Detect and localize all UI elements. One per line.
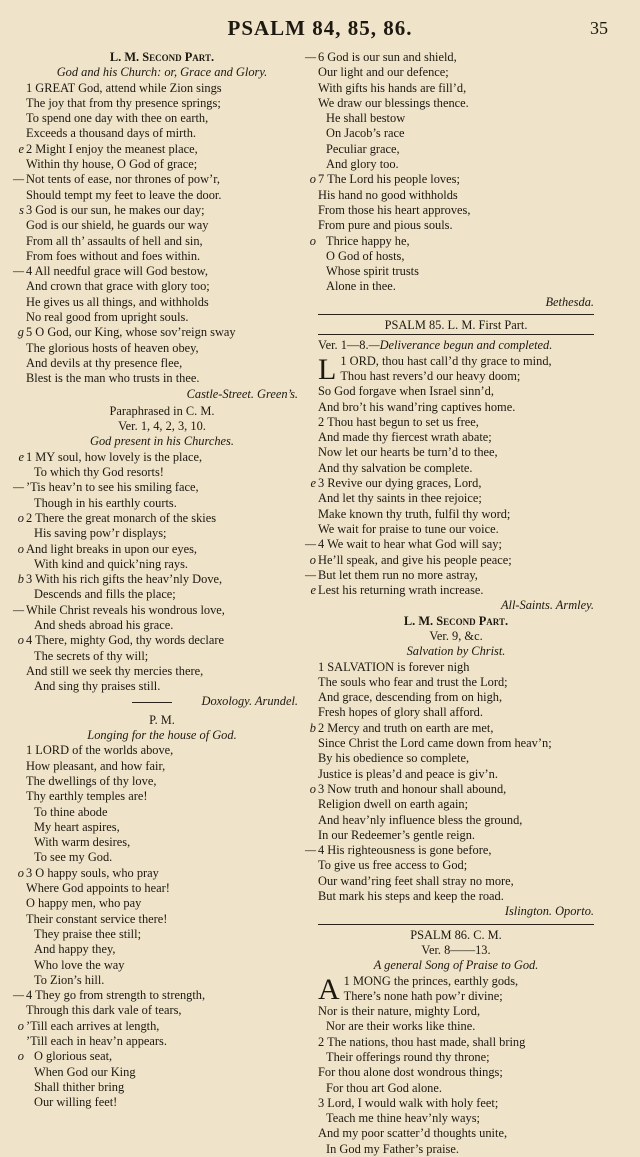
dynamic-mark: g bbox=[17, 325, 24, 340]
verse-line: Thy earthly temples are! bbox=[26, 789, 148, 804]
verse-line: Justice is pleas’d and peace is giv’n. bbox=[318, 766, 498, 781]
verse-line: 1 SALVATION is forever nigh bbox=[318, 659, 470, 674]
drop-cap: L bbox=[318, 353, 337, 385]
verse-line: The glorious hosts of heaven obey, bbox=[26, 340, 199, 355]
running-title: PSALM 84, 85, 86. bbox=[227, 16, 413, 40]
verse-line: How pleasant, and how fair, bbox=[26, 758, 166, 773]
verse-line: o 4 There, mighty God, thy words declare bbox=[26, 633, 298, 648]
verse-line: For thou art God alone. bbox=[326, 1080, 442, 1095]
verse-line: Nor is their nature, mighty Lord, bbox=[318, 1004, 481, 1019]
verse-line: Within thy house, O God of grace; bbox=[26, 157, 198, 172]
section-heading: L. M. Second Part. bbox=[109, 50, 215, 64]
verse-line: From foes without and foes within. bbox=[26, 248, 201, 263]
verse-line: So God forgave when Israel sinn’d, bbox=[318, 384, 494, 399]
verse-line: Descends and fills the place; bbox=[34, 587, 176, 602]
right-column bbox=[304, 50, 594, 1157]
verse-line: And heav’nly influence bless the ground, bbox=[318, 812, 523, 827]
verse-line: e 1 MY soul, how lovely is the place, bbox=[26, 450, 298, 465]
verse-line: b 3 With his rich gifts the heav’nly Dove, bbox=[26, 572, 298, 587]
dynamic-mark: — bbox=[12, 264, 24, 279]
verse-line: The secrets of thy will; bbox=[34, 648, 149, 663]
verse-line: And thy salvation be complete. bbox=[318, 460, 473, 475]
verse-line: e Lest his returning wrath increase. bbox=[318, 583, 594, 598]
verse-line: o O glorious seat, bbox=[26, 1049, 298, 1064]
verse-line: Though in his earthly courts. bbox=[34, 495, 177, 510]
section-heading: Paraphrased in C. M. bbox=[109, 403, 215, 418]
dynamic-mark: b bbox=[17, 572, 24, 587]
page-header bbox=[0, 16, 640, 44]
verse-line: We draw our blessings thence. bbox=[318, 95, 469, 110]
verse-line: — While Christ reveals his wondrous love, bbox=[26, 603, 298, 618]
verse-line: For thou alone dost wondrous things; bbox=[318, 1065, 503, 1080]
verse-line: Nor are their works like thine. bbox=[326, 1019, 476, 1034]
hymn-verses bbox=[12, 743, 298, 1110]
hymn-subtitle: Salvation by Christ. bbox=[406, 644, 506, 659]
verse-line: ’Till each in heav’n appears. bbox=[26, 1034, 167, 1048]
verse-line: o Thrice happy he, bbox=[318, 234, 594, 249]
verse-line: From pure and pious souls. bbox=[318, 218, 453, 233]
verse-line: And sheds abroad his grace. bbox=[34, 617, 174, 632]
section-rule bbox=[318, 334, 594, 335]
verse-line: To thine abode bbox=[34, 804, 108, 819]
verse-line: God is our shield, he guards our way bbox=[26, 218, 209, 233]
verse-line: o 2 There the great monarch of the skies bbox=[26, 511, 298, 526]
dynamic-mark: — bbox=[304, 567, 316, 582]
first-verse-block: L 1 ORD, thou hast call’d thy grace to mind, Thou hast revers’d our heavy doom; bbox=[318, 353, 552, 385]
verse-line: On Jacob’s race bbox=[326, 126, 405, 141]
dynamic-mark: e bbox=[310, 476, 316, 491]
dynamic-mark: o bbox=[17, 1018, 24, 1033]
verse-line: Their offerings round thy throne; bbox=[326, 1050, 490, 1064]
verse-line: His saving pow’r displays; bbox=[34, 526, 167, 541]
verse-line: And my poor scatter’d thoughts unite, bbox=[318, 1126, 508, 1141]
verse-line: Should tempt my feet to leave the door. bbox=[26, 187, 222, 202]
verse-line: — 4 We wait to hear what God will say; bbox=[318, 537, 594, 552]
dynamic-mark: — bbox=[12, 602, 24, 617]
verse-line: And grace, descending from on high, bbox=[318, 690, 503, 705]
verse-line: g 5 O God, our King, whose sov’reign sway bbox=[26, 325, 298, 340]
verse-line: Where God appoints to hear! bbox=[26, 881, 170, 896]
hymn-verses bbox=[304, 659, 594, 905]
verse-line: O happy men, who pay bbox=[26, 896, 142, 911]
verse-line: With warm desires, bbox=[34, 835, 131, 850]
dynamic-mark: o bbox=[309, 172, 316, 187]
dynamic-mark: o bbox=[309, 552, 316, 567]
verse-line: Their constant service there! bbox=[26, 911, 168, 926]
hymn-subtitle: God and his Church: or, Grace and Glory. bbox=[56, 65, 268, 80]
verse-reference: Ver. 9, &c. bbox=[429, 628, 483, 643]
hymn-verses bbox=[304, 384, 594, 598]
verse-line: And glory too. bbox=[326, 157, 399, 172]
verse-line: Exceeds a thousand days of mirth. bbox=[26, 126, 196, 141]
verse-line: Our light and our defence; bbox=[318, 65, 449, 80]
dynamic-mark: — bbox=[304, 843, 316, 858]
verse-line: Religion dwell on earth again; bbox=[318, 797, 469, 812]
tune-names: Castle-Street. Green’s. bbox=[186, 386, 298, 401]
dynamic-mark: o bbox=[309, 233, 316, 248]
hymn-subtitle: A general Song of Praise to God. bbox=[373, 958, 539, 973]
verse-line: — 4 They go from strength to strength, bbox=[26, 988, 298, 1003]
verse-line: And made thy fiercest wrath abate; bbox=[318, 430, 492, 445]
verse-line: Since Christ the Lord came down from heav’n; bbox=[318, 736, 552, 751]
verse-reference: Ver. 1—8.—Deliverance begun and completed. bbox=[318, 338, 553, 353]
left-column bbox=[12, 50, 298, 1110]
verse-line: Who love the way bbox=[34, 957, 125, 972]
tune-names: Islington. Oporto. bbox=[504, 904, 594, 919]
verse-line: 1 LORD of the worlds above, bbox=[26, 743, 174, 758]
dynamic-mark: e bbox=[310, 583, 316, 598]
hymn-verses bbox=[318, 1004, 594, 1157]
verse-line: Our wand’ring feet shall stray no more, bbox=[318, 873, 514, 888]
hymn-subtitle: God present in his Churches. bbox=[90, 434, 234, 449]
first-verse-block: A 1 MONG the princes, earthly gods, There’s none hath pow’r divine; bbox=[318, 973, 519, 1005]
section-rule bbox=[318, 924, 594, 925]
verse-line: e 2 Might I enjoy the meanest place, bbox=[26, 142, 298, 157]
verse-line: With gifts his hands are fill’d, bbox=[318, 80, 467, 95]
short-rule bbox=[132, 702, 172, 703]
verse-line: 1 GREAT God, attend while Zion sings bbox=[26, 80, 222, 95]
verse-line: o 3 Now truth and honour shall abound, bbox=[318, 782, 594, 797]
verse-line: To which thy God resorts! bbox=[34, 465, 164, 480]
verse-line: But mark his steps and keep the road. bbox=[318, 889, 504, 904]
hymn-verses bbox=[12, 449, 298, 695]
dynamic-mark: s bbox=[19, 202, 24, 217]
verse-line: o ’Till each arrives at length, bbox=[26, 1019, 298, 1034]
dynamic-mark: — bbox=[304, 537, 316, 552]
section-heading: L. M. Second Part. bbox=[403, 613, 509, 628]
verse-line: We wait for praise to tune our voice. bbox=[318, 521, 499, 536]
verse-line: And bro’t his wand’ring captives home. bbox=[318, 399, 516, 414]
psalm-heading: PSALM 86. C. M. bbox=[410, 927, 502, 942]
verse-line: And crown that grace with glory too; bbox=[26, 279, 210, 294]
verse-line: From all th’ assaults of hell and sin, bbox=[26, 233, 203, 248]
page-number: 35 bbox=[590, 18, 608, 38]
verse-line: In our Redeemer’s gentle reign. bbox=[318, 827, 476, 842]
verse-line: Whose spirit trusts bbox=[326, 264, 419, 279]
dynamic-mark: o bbox=[17, 541, 24, 556]
verse-line: Now let our hearts be turn’d to thee, bbox=[318, 445, 498, 460]
tune-names: All-Saints. Armley. bbox=[500, 598, 594, 613]
verse-line: To spend one day with thee on earth, bbox=[26, 111, 209, 126]
verse-line: He gives us all things, and withholds bbox=[26, 294, 209, 309]
verse-reference: Ver. 8——13. bbox=[421, 942, 491, 957]
verse-line: The joy that from thy presence springs; bbox=[26, 95, 221, 110]
verse-line: With kind and quick’ning rays. bbox=[34, 556, 189, 571]
verse-line: And still we seek thy mercies there, bbox=[26, 663, 204, 678]
verse-line: To see my God. bbox=[34, 850, 113, 865]
verse-line: When God our King bbox=[34, 1064, 136, 1079]
verse-line: His hand no good withholds bbox=[318, 187, 458, 202]
dynamic-mark: b bbox=[309, 720, 316, 735]
verse-line: e 3 Revive our dying graces, Lord, bbox=[318, 476, 594, 491]
verse-line: 2 The nations, thou hast made, shall bring bbox=[318, 1034, 526, 1049]
tune-names: Doxology. Arundel. bbox=[26, 694, 298, 709]
verse-line: And devils at thy presence flee, bbox=[26, 355, 183, 370]
verse-line: To Zion’s hill. bbox=[34, 972, 105, 987]
dynamic-mark: o bbox=[17, 633, 24, 648]
verse-line: They praise thee still; bbox=[34, 926, 142, 941]
verse-line: o 3 O happy souls, who pray bbox=[26, 866, 298, 881]
verse-line: The dwellings of thy love, bbox=[26, 773, 157, 788]
verse-line: My heart aspires, bbox=[34, 819, 120, 834]
verse-line: Peculiar grace, bbox=[326, 141, 400, 156]
dynamic-mark: — bbox=[12, 480, 24, 495]
verse-line: Blest is the man who trusts in thee. bbox=[26, 371, 200, 386]
dynamic-mark: — bbox=[12, 172, 24, 187]
verse-line: And sing thy praises still. bbox=[34, 679, 161, 694]
dynamic-mark: — bbox=[304, 50, 316, 64]
verse-line: o 7 The Lord his people loves; bbox=[318, 172, 594, 187]
verse-line: From those his heart approves, bbox=[318, 202, 471, 217]
psalm-heading: PSALM 85. L. M. First Part. bbox=[384, 318, 528, 333]
verse-line: And let thy saints in thee rejoice; bbox=[318, 491, 482, 506]
drop-cap: A bbox=[318, 973, 340, 1005]
hymn-verses bbox=[304, 50, 594, 295]
verse-line: Through this dark vale of tears, bbox=[26, 1003, 182, 1018]
verse-line: Shall thither bring bbox=[34, 1079, 125, 1094]
verse-line: b 2 Mercy and truth on earth are met, bbox=[318, 721, 594, 736]
verse-line: Alone in thee. bbox=[326, 279, 396, 294]
dynamic-mark: e bbox=[18, 141, 24, 156]
section-rule bbox=[318, 314, 594, 315]
verse-line: O God of hosts, bbox=[326, 248, 405, 263]
dynamic-mark: o bbox=[309, 781, 316, 796]
verse-line: 2 Thou hast begun to set us free, bbox=[318, 414, 479, 429]
verse-line: And happy they, bbox=[34, 942, 116, 957]
verse-line: — Not tents of ease, nor thrones of pow’r, bbox=[26, 172, 298, 187]
dynamic-mark: o bbox=[17, 1049, 24, 1064]
verse-line: Fresh hopes of glory shall afford. bbox=[318, 705, 483, 720]
verse-line: By his obedience so complete, bbox=[318, 751, 470, 766]
verse-line: o And light breaks in upon our eyes, bbox=[26, 542, 298, 557]
verse-line: — But let them run no more astray, bbox=[318, 568, 594, 583]
verse-line: Teach me thine heav’nly ways; bbox=[326, 1111, 480, 1126]
tune-names: Bethesda. bbox=[545, 294, 594, 309]
verse-line: — 4 His righteousness is gone before, bbox=[318, 843, 594, 858]
verse-line: The souls who fear and trust the Lord; bbox=[318, 674, 508, 689]
verse-line: — ’Tis heav’n to see his smiling face, bbox=[26, 480, 298, 495]
verse-reference: Ver. 1, 4, 2, 3, 10. bbox=[118, 419, 206, 434]
verse-line: Our willing feet! bbox=[34, 1095, 118, 1110]
verse-line: s 3 God is our sun, he makes our day; bbox=[26, 203, 298, 218]
verse-line: To give us free access to God; bbox=[318, 858, 468, 873]
verse-line: In God my Father’s praise. bbox=[326, 1141, 459, 1156]
verse-line: — 6 God is our sun and shield, bbox=[318, 50, 594, 65]
hymn-verses bbox=[12, 80, 298, 387]
verse-line: o He’ll speak, and give his people peace; bbox=[318, 553, 594, 568]
verse-line: 3 Lord, I would walk with holy feet; bbox=[318, 1095, 499, 1110]
verse-line: He shall bestow bbox=[326, 111, 406, 126]
dynamic-mark: o bbox=[17, 865, 24, 880]
hymn-subtitle: Longing for the house of God. bbox=[87, 728, 237, 743]
verse-line: Make known thy truth, fulfil thy word; bbox=[318, 506, 511, 521]
verse-line: — 4 All needful grace will God bestow, bbox=[26, 264, 298, 279]
dynamic-mark: — bbox=[12, 988, 24, 1003]
section-heading: P. M. bbox=[149, 712, 175, 727]
dynamic-mark: e bbox=[18, 449, 24, 464]
verse-line: No real good from upright souls. bbox=[26, 310, 189, 325]
dynamic-mark: o bbox=[17, 510, 24, 525]
